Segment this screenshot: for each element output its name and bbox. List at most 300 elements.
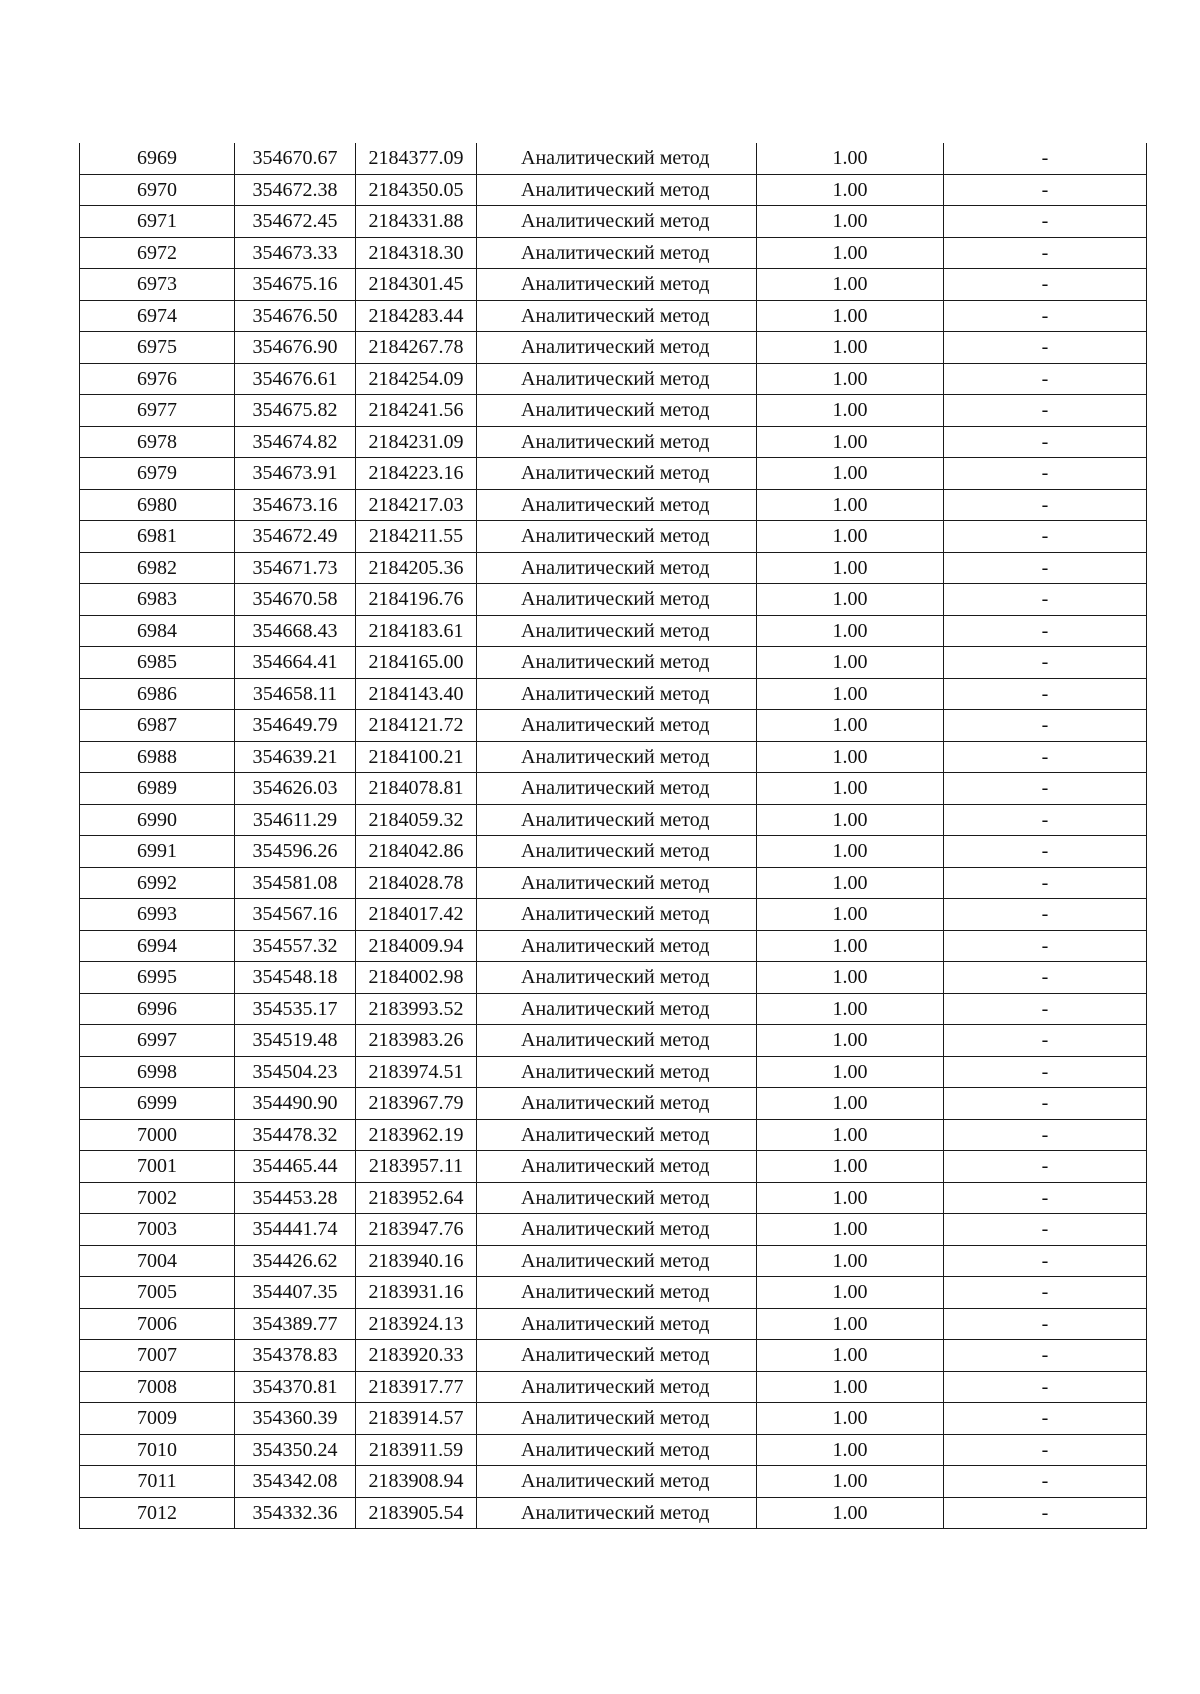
note-cell: -: [944, 836, 1147, 868]
table-row: [80, 930, 1147, 962]
x-coordinate-cell: 354676.50: [235, 300, 356, 332]
point-number-cell: 7001: [80, 1151, 235, 1183]
x-coordinate-cell: 354670.58: [235, 584, 356, 616]
point-number-cell: 7012: [80, 1497, 235, 1529]
point-number-cell: 7008: [80, 1371, 235, 1403]
note-cell: -: [944, 678, 1147, 710]
method-cell: Аналитический метод: [477, 647, 757, 679]
precision-cell: 1.00: [757, 836, 944, 868]
table-row: [80, 206, 1147, 238]
table-row: [80, 741, 1147, 773]
precision-cell: 1.00: [757, 615, 944, 647]
method-cell: Аналитический метод: [477, 458, 757, 490]
point-number-cell: 6988: [80, 741, 235, 773]
y-coordinate-cell: 2184331.88: [356, 206, 477, 238]
y-coordinate-cell: 2183974.51: [356, 1056, 477, 1088]
note-cell: -: [944, 1497, 1147, 1529]
y-coordinate-cell: 2183914.57: [356, 1403, 477, 1435]
point-number-cell: 6972: [80, 237, 235, 269]
precision-cell: 1.00: [757, 1025, 944, 1057]
table-body: [80, 143, 1147, 1529]
y-coordinate-cell: 2184301.45: [356, 269, 477, 301]
x-coordinate-cell: 354389.77: [235, 1308, 356, 1340]
point-number-cell: 6994: [80, 930, 235, 962]
table-row: [80, 678, 1147, 710]
x-coordinate-cell: 354675.16: [235, 269, 356, 301]
table-row: [80, 1466, 1147, 1498]
y-coordinate-cell: 2183952.64: [356, 1182, 477, 1214]
precision-cell: 1.00: [757, 521, 944, 553]
x-coordinate-cell: 354426.62: [235, 1245, 356, 1277]
table-row: [80, 1182, 1147, 1214]
note-cell: -: [944, 1056, 1147, 1088]
precision-cell: 1.00: [757, 426, 944, 458]
precision-cell: 1.00: [757, 741, 944, 773]
method-cell: Аналитический метод: [477, 363, 757, 395]
precision-cell: 1.00: [757, 710, 944, 742]
method-cell: Аналитический метод: [477, 426, 757, 458]
table-row: [80, 1308, 1147, 1340]
table-row: [80, 426, 1147, 458]
method-cell: Аналитический метод: [477, 1214, 757, 1246]
y-coordinate-cell: 2184254.09: [356, 363, 477, 395]
note-cell: -: [944, 206, 1147, 238]
table-row: [80, 1497, 1147, 1529]
method-cell: Аналитический метод: [477, 174, 757, 206]
precision-cell: 1.00: [757, 962, 944, 994]
point-number-cell: 7004: [80, 1245, 235, 1277]
point-number-cell: 6999: [80, 1088, 235, 1120]
method-cell: Аналитический метод: [477, 237, 757, 269]
table-row: [80, 237, 1147, 269]
method-cell: Аналитический метод: [477, 993, 757, 1025]
precision-cell: 1.00: [757, 1434, 944, 1466]
x-coordinate-cell: 354676.61: [235, 363, 356, 395]
y-coordinate-cell: 2183957.11: [356, 1151, 477, 1183]
precision-cell: 1.00: [757, 300, 944, 332]
x-coordinate-cell: 354557.32: [235, 930, 356, 962]
precision-cell: 1.00: [757, 804, 944, 836]
y-coordinate-cell: 2183940.16: [356, 1245, 477, 1277]
precision-cell: 1.00: [757, 1151, 944, 1183]
note-cell: -: [944, 269, 1147, 301]
method-cell: Аналитический метод: [477, 962, 757, 994]
precision-cell: 1.00: [757, 993, 944, 1025]
note-cell: -: [944, 489, 1147, 521]
table-row: [80, 899, 1147, 931]
note-cell: -: [944, 741, 1147, 773]
y-coordinate-cell: 2183947.76: [356, 1214, 477, 1246]
note-cell: -: [944, 300, 1147, 332]
method-cell: Аналитический метод: [477, 1182, 757, 1214]
table-row: [80, 1151, 1147, 1183]
method-cell: Аналитический метод: [477, 1277, 757, 1309]
table-row: [80, 584, 1147, 616]
precision-cell: 1.00: [757, 1371, 944, 1403]
method-cell: Аналитический метод: [477, 899, 757, 931]
precision-cell: 1.00: [757, 489, 944, 521]
y-coordinate-cell: 2183905.54: [356, 1497, 477, 1529]
point-number-cell: 6974: [80, 300, 235, 332]
point-number-cell: 6986: [80, 678, 235, 710]
y-coordinate-cell: 2184165.00: [356, 647, 477, 679]
point-number-cell: 6978: [80, 426, 235, 458]
y-coordinate-cell: 2184143.40: [356, 678, 477, 710]
table-row: [80, 1371, 1147, 1403]
x-coordinate-cell: 354673.91: [235, 458, 356, 490]
point-number-cell: 7011: [80, 1466, 235, 1498]
y-coordinate-cell: 2184217.03: [356, 489, 477, 521]
x-coordinate-cell: 354465.44: [235, 1151, 356, 1183]
precision-cell: 1.00: [757, 773, 944, 805]
precision-cell: 1.00: [757, 867, 944, 899]
y-coordinate-cell: 2183920.33: [356, 1340, 477, 1372]
point-number-cell: 6984: [80, 615, 235, 647]
method-cell: Аналитический метод: [477, 804, 757, 836]
table-row: [80, 993, 1147, 1025]
y-coordinate-cell: 2183924.13: [356, 1308, 477, 1340]
y-coordinate-cell: 2183993.52: [356, 993, 477, 1025]
method-cell: Аналитический метод: [477, 1056, 757, 1088]
y-coordinate-cell: 2183917.77: [356, 1371, 477, 1403]
point-number-cell: 6997: [80, 1025, 235, 1057]
method-cell: Аналитический метод: [477, 1497, 757, 1529]
method-cell: Аналитический метод: [477, 1434, 757, 1466]
method-cell: Аналитический метод: [477, 710, 757, 742]
point-number-cell: 7002: [80, 1182, 235, 1214]
table-row: [80, 1245, 1147, 1277]
point-number-cell: 6989: [80, 773, 235, 805]
x-coordinate-cell: 354478.32: [235, 1119, 356, 1151]
x-coordinate-cell: 354664.41: [235, 647, 356, 679]
point-number-cell: 6970: [80, 174, 235, 206]
x-coordinate-cell: 354672.38: [235, 174, 356, 206]
point-number-cell: 6977: [80, 395, 235, 427]
table-row: [80, 269, 1147, 301]
method-cell: Аналитический метод: [477, 1151, 757, 1183]
table-row: [80, 1277, 1147, 1309]
x-coordinate-cell: 354611.29: [235, 804, 356, 836]
x-coordinate-cell: 354675.82: [235, 395, 356, 427]
x-coordinate-cell: 354332.36: [235, 1497, 356, 1529]
table-row: [80, 773, 1147, 805]
x-coordinate-cell: 354670.67: [235, 143, 356, 174]
x-coordinate-cell: 354504.23: [235, 1056, 356, 1088]
point-number-cell: 6990: [80, 804, 235, 836]
precision-cell: 1.00: [757, 647, 944, 679]
y-coordinate-cell: 2184267.78: [356, 332, 477, 364]
y-coordinate-cell: 2183911.59: [356, 1434, 477, 1466]
precision-cell: 1.00: [757, 237, 944, 269]
table-row: [80, 1025, 1147, 1057]
point-number-cell: 6991: [80, 836, 235, 868]
x-coordinate-cell: 354668.43: [235, 615, 356, 647]
method-cell: Аналитический метод: [477, 867, 757, 899]
x-coordinate-cell: 354626.03: [235, 773, 356, 805]
method-cell: Аналитический метод: [477, 1371, 757, 1403]
y-coordinate-cell: 2184009.94: [356, 930, 477, 962]
point-number-cell: 6971: [80, 206, 235, 238]
y-coordinate-cell: 2184223.16: [356, 458, 477, 490]
table-row: [80, 836, 1147, 868]
note-cell: -: [944, 1277, 1147, 1309]
point-number-cell: 7003: [80, 1214, 235, 1246]
y-coordinate-cell: 2183931.16: [356, 1277, 477, 1309]
precision-cell: 1.00: [757, 678, 944, 710]
y-coordinate-cell: 2184078.81: [356, 773, 477, 805]
method-cell: Аналитический метод: [477, 332, 757, 364]
note-cell: -: [944, 521, 1147, 553]
precision-cell: 1.00: [757, 1403, 944, 1435]
precision-cell: 1.00: [757, 1308, 944, 1340]
point-number-cell: 6969: [80, 143, 235, 174]
method-cell: Аналитический метод: [477, 521, 757, 553]
y-coordinate-cell: 2184350.05: [356, 174, 477, 206]
y-coordinate-cell: 2184028.78: [356, 867, 477, 899]
precision-cell: 1.00: [757, 1088, 944, 1120]
point-number-cell: 7000: [80, 1119, 235, 1151]
point-number-cell: 6980: [80, 489, 235, 521]
point-number-cell: 6975: [80, 332, 235, 364]
y-coordinate-cell: 2184100.21: [356, 741, 477, 773]
method-cell: Аналитический метод: [477, 1403, 757, 1435]
table-row: [80, 710, 1147, 742]
table-row: [80, 1056, 1147, 1088]
precision-cell: 1.00: [757, 1056, 944, 1088]
point-number-cell: 7007: [80, 1340, 235, 1372]
precision-cell: 1.00: [757, 1182, 944, 1214]
y-coordinate-cell: 2184283.44: [356, 300, 477, 332]
y-coordinate-cell: 2183908.94: [356, 1466, 477, 1498]
method-cell: Аналитический метод: [477, 930, 757, 962]
table-row: [80, 1340, 1147, 1372]
x-coordinate-cell: 354490.90: [235, 1088, 356, 1120]
x-coordinate-cell: 354672.45: [235, 206, 356, 238]
y-coordinate-cell: 2184002.98: [356, 962, 477, 994]
point-number-cell: 6983: [80, 584, 235, 616]
precision-cell: 1.00: [757, 1119, 944, 1151]
x-coordinate-cell: 354535.17: [235, 993, 356, 1025]
point-number-cell: 6992: [80, 867, 235, 899]
method-cell: Аналитический метод: [477, 395, 757, 427]
coordinates-table: [79, 143, 1147, 1529]
note-cell: -: [944, 804, 1147, 836]
x-coordinate-cell: 354548.18: [235, 962, 356, 994]
point-number-cell: 6982: [80, 552, 235, 584]
method-cell: Аналитический метод: [477, 552, 757, 584]
note-cell: -: [944, 1182, 1147, 1214]
point-number-cell: 7010: [80, 1434, 235, 1466]
method-cell: Аналитический метод: [477, 836, 757, 868]
note-cell: -: [944, 237, 1147, 269]
note-cell: -: [944, 1308, 1147, 1340]
precision-cell: 1.00: [757, 174, 944, 206]
method-cell: Аналитический метод: [477, 489, 757, 521]
x-coordinate-cell: 354342.08: [235, 1466, 356, 1498]
y-coordinate-cell: 2184059.32: [356, 804, 477, 836]
method-cell: Аналитический метод: [477, 773, 757, 805]
note-cell: -: [944, 710, 1147, 742]
table-row: [80, 1434, 1147, 1466]
x-coordinate-cell: 354649.79: [235, 710, 356, 742]
table-row: [80, 647, 1147, 679]
y-coordinate-cell: 2184211.55: [356, 521, 477, 553]
x-coordinate-cell: 354441.74: [235, 1214, 356, 1246]
y-coordinate-cell: 2184196.76: [356, 584, 477, 616]
y-coordinate-cell: 2184231.09: [356, 426, 477, 458]
table-row: [80, 1088, 1147, 1120]
table-row: [80, 363, 1147, 395]
table-row: [80, 962, 1147, 994]
x-coordinate-cell: 354674.82: [235, 426, 356, 458]
precision-cell: 1.00: [757, 1214, 944, 1246]
point-number-cell: 6985: [80, 647, 235, 679]
note-cell: -: [944, 1403, 1147, 1435]
note-cell: -: [944, 584, 1147, 616]
method-cell: Аналитический метод: [477, 143, 757, 174]
table-row: [80, 521, 1147, 553]
point-number-cell: 6993: [80, 899, 235, 931]
table-row: [80, 1214, 1147, 1246]
precision-cell: 1.00: [757, 1245, 944, 1277]
table-row: [80, 458, 1147, 490]
point-number-cell: 7009: [80, 1403, 235, 1435]
note-cell: -: [944, 962, 1147, 994]
note-cell: -: [944, 1119, 1147, 1151]
precision-cell: 1.00: [757, 1277, 944, 1309]
table-row: [80, 867, 1147, 899]
method-cell: Аналитический метод: [477, 269, 757, 301]
method-cell: Аналитический метод: [477, 1466, 757, 1498]
point-number-cell: 6976: [80, 363, 235, 395]
x-coordinate-cell: 354407.35: [235, 1277, 356, 1309]
y-coordinate-cell: 2183983.26: [356, 1025, 477, 1057]
point-number-cell: 6995: [80, 962, 235, 994]
x-coordinate-cell: 354671.73: [235, 552, 356, 584]
x-coordinate-cell: 354673.16: [235, 489, 356, 521]
table-row: [80, 174, 1147, 206]
point-number-cell: 6979: [80, 458, 235, 490]
note-cell: -: [944, 143, 1147, 174]
y-coordinate-cell: 2184042.86: [356, 836, 477, 868]
note-cell: -: [944, 773, 1147, 805]
note-cell: -: [944, 930, 1147, 962]
note-cell: -: [944, 1434, 1147, 1466]
note-cell: -: [944, 899, 1147, 931]
note-cell: -: [944, 1371, 1147, 1403]
x-coordinate-cell: 354453.28: [235, 1182, 356, 1214]
precision-cell: 1.00: [757, 395, 944, 427]
precision-cell: 1.00: [757, 206, 944, 238]
y-coordinate-cell: 2184241.56: [356, 395, 477, 427]
table-row: [80, 143, 1147, 174]
y-coordinate-cell: 2184017.42: [356, 899, 477, 931]
precision-cell: 1.00: [757, 332, 944, 364]
x-coordinate-cell: 354519.48: [235, 1025, 356, 1057]
note-cell: -: [944, 1245, 1147, 1277]
method-cell: Аналитический метод: [477, 678, 757, 710]
note-cell: -: [944, 552, 1147, 584]
note-cell: -: [944, 174, 1147, 206]
note-cell: -: [944, 867, 1147, 899]
precision-cell: 1.00: [757, 143, 944, 174]
method-cell: Аналитический метод: [477, 300, 757, 332]
x-coordinate-cell: 354567.16: [235, 899, 356, 931]
method-cell: Аналитический метод: [477, 1340, 757, 1372]
table-row: [80, 332, 1147, 364]
x-coordinate-cell: 354360.39: [235, 1403, 356, 1435]
point-number-cell: 6987: [80, 710, 235, 742]
method-cell: Аналитический метод: [477, 1025, 757, 1057]
x-coordinate-cell: 354350.24: [235, 1434, 356, 1466]
precision-cell: 1.00: [757, 1497, 944, 1529]
method-cell: Аналитический метод: [477, 615, 757, 647]
y-coordinate-cell: 2184318.30: [356, 237, 477, 269]
note-cell: -: [944, 458, 1147, 490]
x-coordinate-cell: 354581.08: [235, 867, 356, 899]
point-number-cell: 6996: [80, 993, 235, 1025]
y-coordinate-cell: 2184377.09: [356, 143, 477, 174]
method-cell: Аналитический метод: [477, 741, 757, 773]
note-cell: -: [944, 1088, 1147, 1120]
method-cell: Аналитический метод: [477, 1088, 757, 1120]
method-cell: Аналитический метод: [477, 584, 757, 616]
note-cell: -: [944, 647, 1147, 679]
note-cell: -: [944, 332, 1147, 364]
note-cell: -: [944, 1151, 1147, 1183]
table-row: [80, 395, 1147, 427]
precision-cell: 1.00: [757, 458, 944, 490]
x-coordinate-cell: 354370.81: [235, 1371, 356, 1403]
x-coordinate-cell: 354676.90: [235, 332, 356, 364]
y-coordinate-cell: 2184183.61: [356, 615, 477, 647]
x-coordinate-cell: 354658.11: [235, 678, 356, 710]
precision-cell: 1.00: [757, 1466, 944, 1498]
x-coordinate-cell: 354673.33: [235, 237, 356, 269]
x-coordinate-cell: 354639.21: [235, 741, 356, 773]
precision-cell: 1.00: [757, 930, 944, 962]
note-cell: -: [944, 1340, 1147, 1372]
point-number-cell: 7006: [80, 1308, 235, 1340]
table-row: [80, 552, 1147, 584]
table-row: [80, 615, 1147, 647]
note-cell: -: [944, 363, 1147, 395]
precision-cell: 1.00: [757, 552, 944, 584]
point-number-cell: 6973: [80, 269, 235, 301]
point-number-cell: 6981: [80, 521, 235, 553]
note-cell: -: [944, 1025, 1147, 1057]
table-row: [80, 1119, 1147, 1151]
y-coordinate-cell: 2184121.72: [356, 710, 477, 742]
precision-cell: 1.00: [757, 1340, 944, 1372]
note-cell: -: [944, 615, 1147, 647]
table-row: [80, 489, 1147, 521]
x-coordinate-cell: 354672.49: [235, 521, 356, 553]
method-cell: Аналитический метод: [477, 1308, 757, 1340]
point-number-cell: 7005: [80, 1277, 235, 1309]
precision-cell: 1.00: [757, 363, 944, 395]
note-cell: -: [944, 426, 1147, 458]
table-row: [80, 1403, 1147, 1435]
method-cell: Аналитический метод: [477, 1245, 757, 1277]
note-cell: -: [944, 993, 1147, 1025]
precision-cell: 1.00: [757, 899, 944, 931]
x-coordinate-cell: 354596.26: [235, 836, 356, 868]
precision-cell: 1.00: [757, 269, 944, 301]
method-cell: Аналитический метод: [477, 206, 757, 238]
y-coordinate-cell: 2183967.79: [356, 1088, 477, 1120]
precision-cell: 1.00: [757, 584, 944, 616]
